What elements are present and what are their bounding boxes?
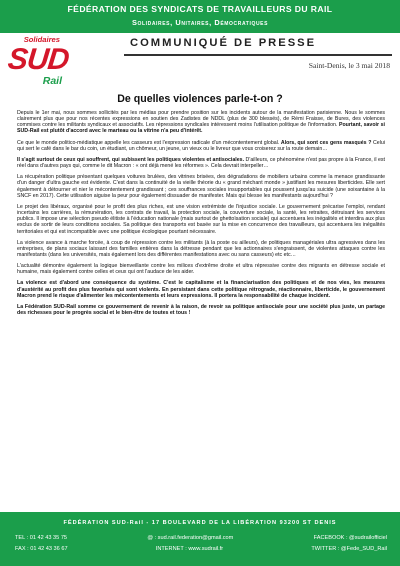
- logo-rail: Rail: [42, 75, 62, 87]
- article-body: [17, 110, 385, 321]
- logo-sud: SUD: [6, 43, 71, 76]
- footer-tel: TEL : 01 42 43 35 75: [15, 535, 68, 541]
- article-paragraph: [17, 140, 385, 152]
- article-paragraph: [17, 240, 385, 258]
- article-paragraph: [17, 157, 385, 169]
- article-paragraph: [17, 280, 385, 298]
- federation-name: FÉDÉRATION DES SYNDICATS DE TRAVAILLEURS DU RAIL: [67, 4, 333, 14]
- paragraph-bold: La violence est d'abord une conséquence du système. C'est le capitalisme et la financiarisation des politiques et de nos vies, les mesures d'austérité au profit des plus favorisés qui sont violents. En persistant dans cette politique rétrograde, réactionnaire, liberticide, le gouvernement Macron prend le risque d'alimenter les mécontentements et leurs expressions. Il portera la responsabilité de chaque incident.: [17, 280, 385, 299]
- sud-rail-logo: [6, 35, 71, 93]
- press-release-heading: [124, 37, 394, 63]
- article-paragraph: [17, 174, 385, 199]
- paragraph-text: La récupération politique présentant quelques voitures brulées, des vitrines brisées, des dégradations de mobiliers urbains comme la menace grandissante d'un danger d'ultra gauche est évidente. C'est dans la continuité de la vieille théorie du « grand méchant monde » justifiant les mesures liberticides. Elle sert également à détourner et nier le mécontentement grandissant ; ces souffrances sociales insupportables qui poussent jusqu'au suicide (une soixantaine à la SNCF en 2017). Cette utilisation aiguise la peur pour également dissuader de manifester. Mais qui blesse les manifestants aujourd'hui ?: [17, 174, 385, 199]
- article-paragraph: [17, 304, 385, 316]
- logo-solidaires: Solidaires: [23, 35, 60, 44]
- footer-internet: INTERNET : www.sudrail.fr: [155, 546, 224, 552]
- footer-email: @ : sud.rail.federation@gmail.com: [147, 535, 234, 541]
- article-paragraph: [17, 204, 385, 235]
- press-release-label: COMMUNIQUÉ DE PRESSE: [130, 37, 317, 49]
- article-paragraph: [17, 263, 385, 275]
- footer-fax: FAX : 01 42 43 36 67: [15, 546, 68, 552]
- footer-row-2: [15, 546, 387, 552]
- footer-row-1: [15, 535, 387, 541]
- paragraph-text: Le projet des libéraux, organisé pour le profit des plus riches, est une vision extrémiste de l'injustice sociale. Le gouvernement précarise l'emploi, rendant incertains les carrières, la rémunération, les contrats de travail, la protection sociale, la couverture sociale, la santé, les retraites, détruisant les services publics. Il impose une sélection pseudo élitiste à l'éducation nationale (mais surtout de ghettoïsation sociale) qui accentuera les inégalités et interdira aux plus exclus de sortir de leurs conditions sociales. Sa politique des transports est basée sur la mise en concurrence des travailleurs, qui accentuera les inégalités territoriales et qui est incompatible avec une politique écologique pourtant nécessaire.: [17, 203, 385, 235]
- paragraph-bold: Il s'agit surtout de ceux qui souffrent, qui subissent les politiques violentes et antisociales.: [17, 156, 245, 163]
- article-title: De quelles violences parle-t-on ?: [117, 93, 283, 105]
- paragraph-bold: Alors, qui sont ces gens masqués ?: [280, 139, 372, 146]
- article-paragraph: [17, 110, 385, 135]
- tagline: Solidaires, Unitaires, Démocratiques: [131, 18, 269, 27]
- dateline: Saint-Denis, le 3 mai 2018: [308, 61, 390, 70]
- paragraph-text: Ce que le monde politico-médiatique appelle les casseurs est l'expression radicale d'un mécontentement global.: [17, 139, 281, 146]
- paragraph-tail: Celui qui sert le café dans le bar du coin, un étudiant, un chômeur, un jeune, un vieux ou le livreur que vous croiserez sur la route demain…: [17, 139, 385, 152]
- paragraph-tail: D'ailleurs, ce phénomène n'est pas propre à la France, il est réel dans d'autres pays qui, comme le dit Macron : « ont déjà mené les réformes ». Cela devrait interpeller…: [17, 156, 385, 170]
- footer-banner: [0, 512, 400, 566]
- paragraph-bold: Pourtant, savoir si SUD-Rail est plutôt d'accord avec le marteau ou la vitrine n'a peu d'intérêt.: [17, 122, 385, 135]
- paragraph-text: L'actualité démontre également la logique bienveillante contre les milices d'extrême droite et ultra répressive contre des migrants en détresse sociale et humaine, mais également contre celles et ceux qui ont l'audace de les aider.: [17, 263, 385, 276]
- paragraph-bold: La Fédération SUD-Rail somme ce gouvernement de revenir à la raison, de revoir sa politique antisociale pour une société plus juste, un partage des richesses pour le progrès social et le bien-être de toutes et tous !: [17, 303, 385, 317]
- footer-twitter: TWITTER : @Fede_SUD_Rail: [311, 546, 387, 552]
- footer-address: FÉDÉRATION SUD-Rail - 17 BOULEVARD DE LA LIBÉRATION 93200 ST DENIS: [63, 520, 337, 526]
- heading-rule: [124, 54, 392, 56]
- paragraph-text: Depuis le 1er mai, nous sommes sollicités par les médias pour prendre position sur les incidents autour de la manifestation parisienne. Nous le sommes clairement plus que pour nos récentes expressions en soutien des Zadistes de NDDL (plus de 300 blessés), de Rémi Fraisse, de Bures, des violences commises contre les militants syndicaux et associatifs. Les répressions syndicales intéressent moins l'utilisation politique de l'information.: [17, 110, 385, 129]
- footer-facebook: FACEBOOK : @sudrailofficiel: [313, 535, 387, 541]
- paragraph-text: La violence avance à marche forcée, à coup de répression contre les militants (à la poste ou ailleurs), de politiques managériales ultra agressives dans les entreprises, de plans sociaux laissant des familles entières dans la détresse pendant que les actionnaires s'engraissent, de violentes attaques contre les manifestants (dans les universités, mais également lors des différentes manifestations avec ou sans casseurs) etc etc…: [17, 239, 385, 258]
- header-banner: [0, 0, 400, 33]
